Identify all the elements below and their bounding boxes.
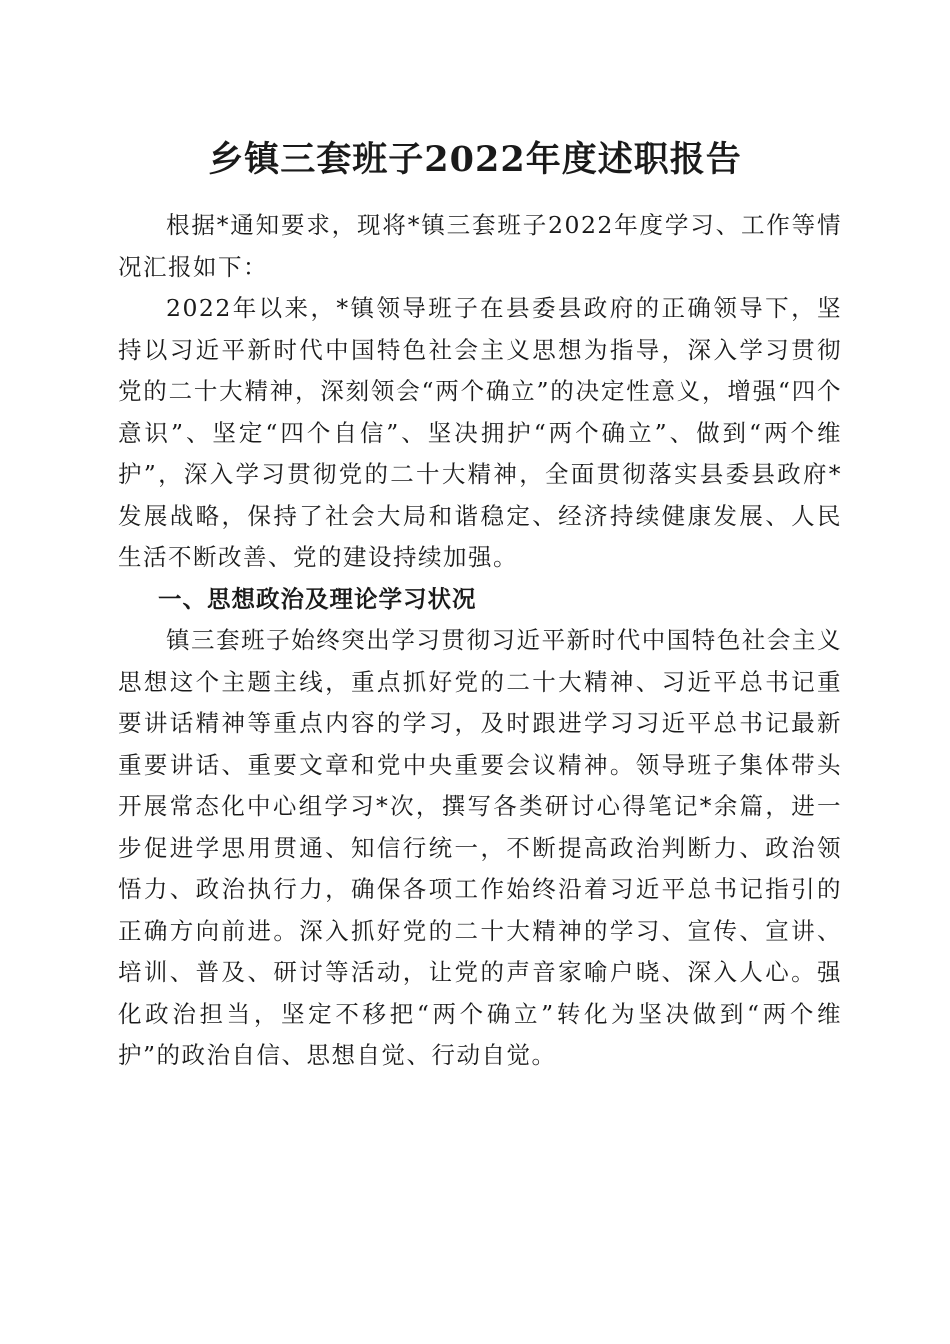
section-heading: 一、思想政治及理论学习状况 [158, 584, 477, 613]
document-title: 乡镇三套班子2022年度述职报告 [208, 139, 742, 180]
document-body [118, 205, 842, 1077]
section-paragraph: 镇三套班子始终突出学习贯彻习近平新时代中国特色社会主义思想这个主题主线，重点抓好党的二十大精神、习近平总书记重要讲话精神等重点内容的学习，及时跟进学习习近平总书记最新重要讲话、重要文章和党中央重要会议精神。领导班子集体带头开展常态化中心组学习*次，撰写各类研讨心得笔记*余篇，进一步促进学思用贯通、知信行统一，不断提高政治判断力、政治领悟力、政治执行力，确保各项工作始终沿着习近平总书记指引的正确方向前进。深入抓好党的二十大精神的学习、宣传、宣讲、培训、普及、研讨等活动，让党的声音家喻户晓、深入人心。强化政治担当，坚定不移把“两个确立”转化为坚决做到“两个维护”的政治自信、思想自觉、行动自觉。 [118, 626, 842, 1069]
intro-paragraph: 根据*通知要求，现将*镇三套班子2022年度学习、工作等情况汇报如下： [118, 211, 842, 281]
overview-paragraph: 2022年以来，*镇领导班子在县委县政府的正确领导下，坚持以习近平新时代中国特色社会主义思想为指导，深入学习贯彻党的二十大精神，深刻领会“两个确立”的决定性意义，增强“四个意识”、坚定“四个自信”、坚决拥护“两个确立”、做到“两个维护”，深入学习贯彻党的二十大精神，全面贯彻落实县委县政府*发展战略，保持了社会大局和谐稳定、经济持续健康发展、人民生活不断改善、党的建设持续加强。 [118, 294, 842, 571]
